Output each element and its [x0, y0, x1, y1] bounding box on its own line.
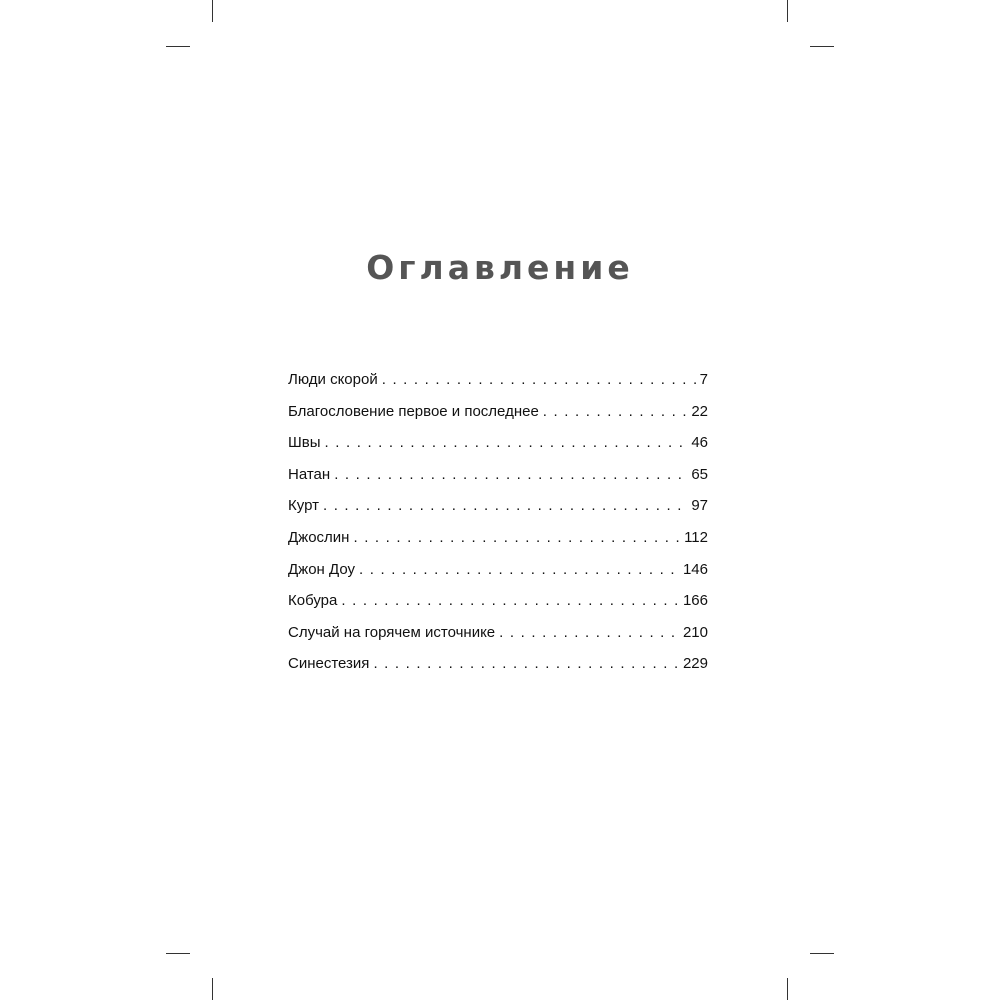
toc-entry — [288, 585, 708, 617]
toc-entry-page: 65 — [691, 465, 708, 483]
toc-entry — [288, 648, 708, 680]
toc-entry-title: Кобура — [288, 592, 338, 610]
toc-leader-dots — [359, 554, 681, 586]
toc-entry-page: 7 — [699, 371, 708, 388]
toc-leader-dots — [325, 427, 690, 459]
page-title: Оглавление — [366, 248, 634, 288]
toc-leader-dots — [353, 522, 682, 554]
toc-entry-title: Случай на горячем источнике — [288, 623, 496, 641]
toc-entry-title: Люди скорой — [288, 371, 378, 388]
toc-entry-title: Благословение первое и последнее — [288, 402, 539, 420]
toc-entry-page: 210 — [682, 623, 708, 641]
toc-entry — [288, 364, 708, 396]
toc-entry — [288, 554, 708, 586]
toc-entry-title: Натан — [288, 465, 331, 483]
toc-entry — [288, 396, 708, 428]
toc-leader-dots — [323, 490, 689, 522]
toc-entry-title: Курт — [288, 497, 319, 515]
toc-entry-page: 146 — [682, 560, 708, 578]
toc-entry-page: 22 — [691, 402, 708, 420]
toc-entry — [288, 427, 708, 459]
crop-mark-bottom-left-horizontal — [166, 953, 190, 954]
toc-leader-dots — [382, 364, 698, 396]
toc-entry-title: Синестезия — [288, 655, 370, 673]
toc-entry — [288, 617, 708, 649]
toc-entry-page: 229 — [682, 655, 708, 673]
crop-mark-top-left-horizontal — [166, 46, 190, 47]
toc-entry — [288, 459, 708, 491]
toc-entry-page: 112 — [684, 528, 708, 546]
toc-entry-title: Джослин — [288, 528, 350, 546]
crop-mark-top-right-horizontal — [810, 46, 834, 47]
toc-leader-dots — [373, 648, 681, 680]
toc-entry-page: 97 — [691, 497, 708, 515]
crop-mark-bottom-right-horizontal — [810, 953, 834, 954]
toc-entry-title: Швы — [288, 434, 321, 452]
toc-entry-title: Джон Доу — [288, 560, 355, 578]
table-of-contents — [288, 364, 708, 680]
crop-mark-top-left-vertical — [212, 0, 213, 22]
toc-entry — [288, 522, 708, 554]
toc-leader-dots — [543, 396, 690, 428]
crop-mark-top-right-vertical — [787, 0, 788, 22]
toc-entry-page: 46 — [691, 434, 708, 452]
crop-mark-bottom-right-vertical — [787, 978, 788, 1000]
toc-leader-dots — [341, 585, 681, 617]
toc-entry — [288, 490, 708, 522]
toc-leader-dots — [334, 459, 689, 491]
toc-entry-page: 166 — [682, 592, 708, 610]
toc-leader-dots — [499, 617, 681, 649]
crop-mark-bottom-left-vertical — [212, 978, 213, 1000]
